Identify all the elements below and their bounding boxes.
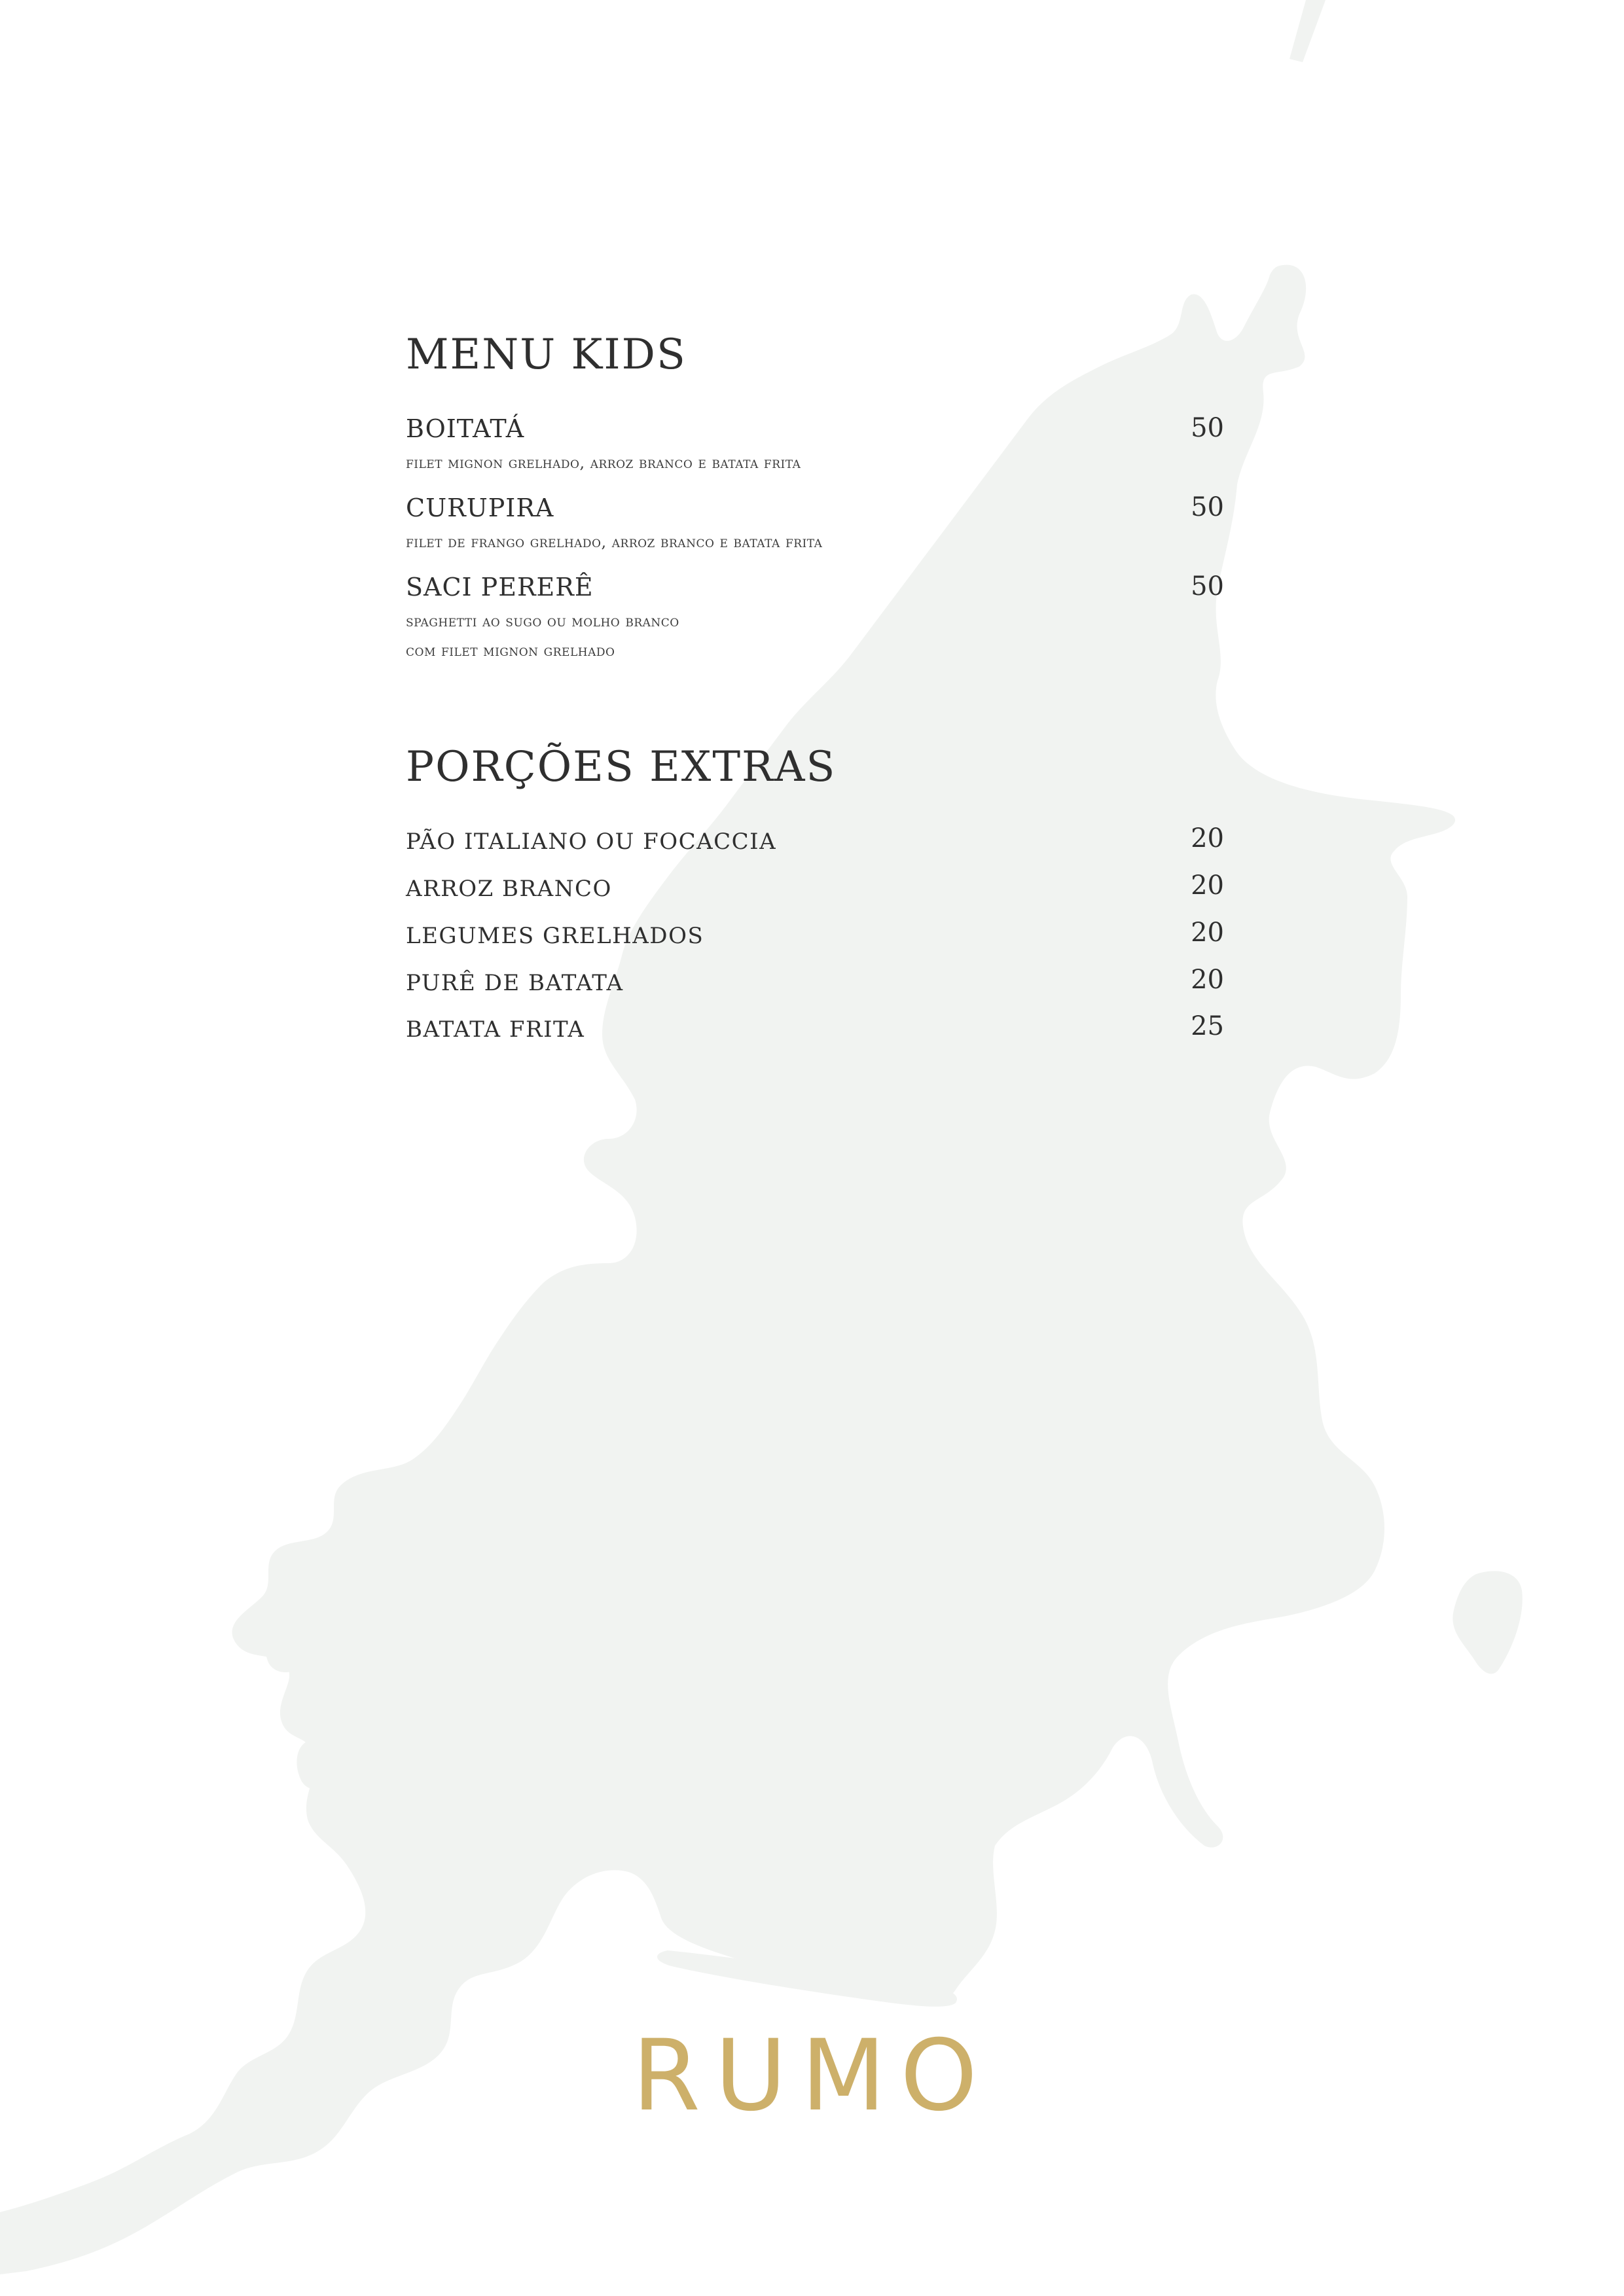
- menu-item-curupira-price: 50: [1191, 492, 1224, 522]
- menu-item-boitata-name: BOITATÁ: [406, 414, 525, 443]
- extra-item-price: 25: [1191, 1011, 1224, 1041]
- porcoes-extras-title: PORÇÕES EXTRAS: [406, 743, 837, 791]
- menu-kids-title: MENU KIDS: [406, 331, 687, 379]
- extra-item-price: 20: [1191, 918, 1224, 948]
- menu-item-saci-perere-price: 50: [1191, 571, 1224, 601]
- rumo-logo: RUMO: [632, 2019, 992, 2133]
- extra-item-name: PÃO ITALIANO OU FOCACCIA: [406, 829, 777, 855]
- extra-item-name: LEGUMES GRELHADOS: [406, 923, 704, 949]
- menu-item-boitata-price: 50: [1191, 413, 1224, 443]
- extra-item-name: BATATA FRITA: [406, 1016, 585, 1043]
- extra-item-price: 20: [1191, 965, 1224, 995]
- menu-item-saci-perere-description: spaghetti ao sugo ou molho branco: [406, 612, 679, 630]
- menu-item-curupira-name: CURUPIRA: [406, 493, 554, 522]
- extra-item-name: ARROZ BRANCO: [406, 876, 612, 902]
- extra-item-price: 20: [1191, 823, 1224, 853]
- menu-item-boitata-description: filet mignon grelhado, arroz branco e batata frita: [406, 454, 801, 472]
- menu-item-saci-perere-name: SACI PERERÊ: [406, 573, 594, 601]
- extra-item-name: PURÊ DE BATATA: [406, 970, 624, 996]
- menu-item-curupira-description: filet de frango grelhado, arroz branco e batata frita: [406, 533, 823, 551]
- menu-item-saci-perere-description-line-2: com filet mignon grelhado: [406, 641, 615, 660]
- extra-item-price: 20: [1191, 870, 1224, 901]
